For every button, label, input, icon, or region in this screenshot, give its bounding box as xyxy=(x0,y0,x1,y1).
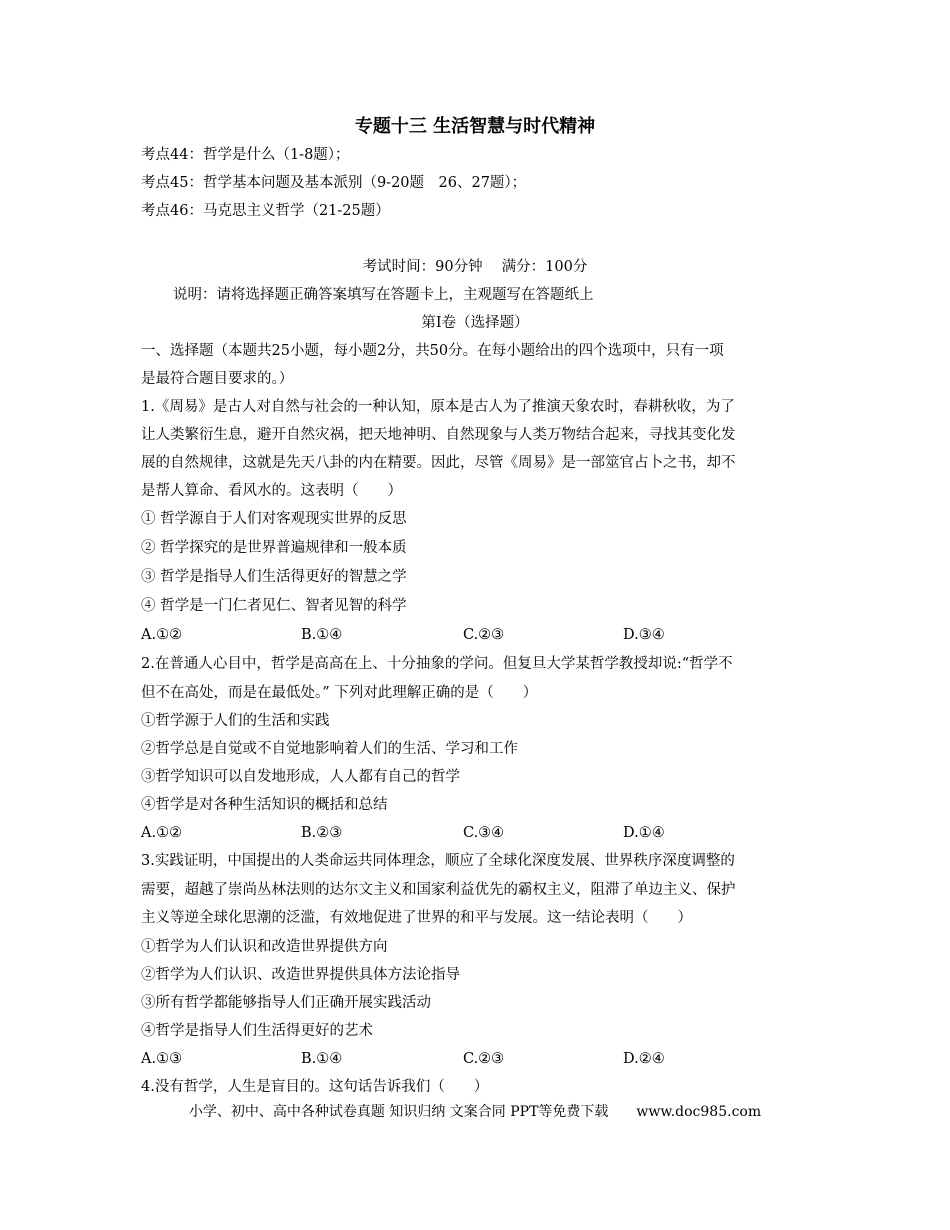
q1-options xyxy=(141,625,821,645)
kaodian-2: 考点45：哲学基本问题及基本派别（9-20题 26、27题）； xyxy=(141,175,527,191)
page-footer xyxy=(0,1101,950,1121)
q2-option-d: D.①④ xyxy=(623,825,665,841)
q2-stem-line-2: 但不在高处，而是在最低处。” 下列对此理解正确的是（ ） xyxy=(141,685,538,701)
q3-option-a: A.①③ xyxy=(141,1051,183,1067)
page-title: 专题十三 生活智慧与时代精神 xyxy=(354,116,596,137)
q1-stem-line-1: 1.《周易》是古人对自然与社会的一种认知，原本是古人为了推演天象农时，春耕秋收，为了 xyxy=(141,399,735,415)
q2-item-3: ③哲学知识可以自发地形成，人人都有自己的哲学 xyxy=(141,769,460,785)
q3-stem-line-2: 需要，超越了崇尚丛林法则的达尔文主义和国家利益优先的霸权主义，阻滞了单边主义、保护 xyxy=(141,882,736,898)
q3-item-1: ①哲学为人们认识和改造世界提供方向 xyxy=(141,939,388,955)
q2-item-4: ④哲学是对各种生活知识的概括和总结 xyxy=(141,797,388,813)
q1-item-3: ③ 哲学是指导人们生活得更好的智慧之学 xyxy=(141,569,407,585)
q1-option-b: B.①④ xyxy=(301,627,343,643)
footer-text: 小学、初中、高中各种试卷真题 知识归纳 文案合同 PPT等免费下载 xyxy=(188,1104,609,1120)
q2-options xyxy=(141,823,821,843)
q2-option-a: A.①② xyxy=(141,825,183,841)
q2-item-1: ①哲学源于人们的生活和实践 xyxy=(141,713,330,729)
kaodian-3: 考点46：马克思主义哲学（21-25题） xyxy=(141,203,390,219)
q1-item-4: ④ 哲学是一门仁者见仁、智者见智的科学 xyxy=(141,598,407,614)
q2-stem-line-1: 2.在普通人心目中，哲学是高高在上、十分抽象的学问。但复旦大学某哲学教授却说:“哲学不 xyxy=(141,656,733,672)
q3-options xyxy=(141,1049,821,1069)
q4-stem-line-1: 4.没有哲学，人生是盲目的。这句话告诉我们（ ） xyxy=(141,1079,489,1095)
q1-item-1: ① 哲学源自于人们对客观现实世界的反思 xyxy=(141,511,407,527)
q3-item-2: ②哲学为人们认识、改造世界提供具体方法论指导 xyxy=(141,967,460,983)
section-intro-line-2: 是最符合题目要求的。） xyxy=(141,371,294,387)
q1-option-c: C.②③ xyxy=(463,627,505,643)
section-intro-line-1: 一、选择题（本题共25小题，每小题2分，共50分。在每小题给出的四个选项中，只有一项 xyxy=(141,343,724,359)
kaodian-1: 考点44：哲学是什么（1-8题）； xyxy=(141,147,350,163)
q2-item-2: ②哲学总是自觉或不自觉地影响着人们的生活、学习和工作 xyxy=(141,741,518,757)
q3-option-d: D.②④ xyxy=(623,1051,665,1067)
q2-option-c: C.③④ xyxy=(463,825,505,841)
q3-option-b: B.①④ xyxy=(301,1051,343,1067)
q1-stem-line-4: 是帮人算命、看风水的。这表明（ ） xyxy=(141,483,402,499)
instruction: 说明：请将选择题正确答案填写在答题卡上，主观题写在答题纸上 xyxy=(173,287,594,303)
q3-stem-line-1: 3.实践证明，中国提出的人类命运共同体理念，顺应了全球化深度发展、世界秩序深度调整的 xyxy=(141,853,735,869)
q3-option-c: C.②③ xyxy=(463,1051,505,1067)
q1-option-d: D.③④ xyxy=(623,627,665,643)
q1-option-a: A.①② xyxy=(141,627,183,643)
q1-item-2: ② 哲学探究的是世界普遍规律和一般本质 xyxy=(141,540,407,556)
exam-info: 考试时间：90分钟 满分：100分 xyxy=(362,259,588,275)
q3-stem-line-3: 主义等逆全球化思潮的泛滥，有效地促进了世界的和平与发展。这一结论表明（ ） xyxy=(141,910,692,926)
q1-stem-line-3: 展的自然规律，这就是先天八卦的内在精要。因此，尽管《周易》是一部筮官占卜之书，却不 xyxy=(141,455,736,471)
q1-stem-line-2: 让人类繁衍生息，避开自然灾祸，把天地神明、自然现象与人类万物结合起来，寻找其变化发 xyxy=(141,427,736,443)
footer-url[interactable]: www.doc985.com xyxy=(636,1104,762,1120)
q2-option-b: B.②③ xyxy=(301,825,343,841)
part-title: 第Ⅰ卷（选择题） xyxy=(421,315,529,331)
q3-item-3: ③所有哲学都能够指导人们正确开展实践活动 xyxy=(141,995,431,1011)
q3-item-4: ④哲学是指导人们生活得更好的艺术 xyxy=(141,1023,373,1039)
